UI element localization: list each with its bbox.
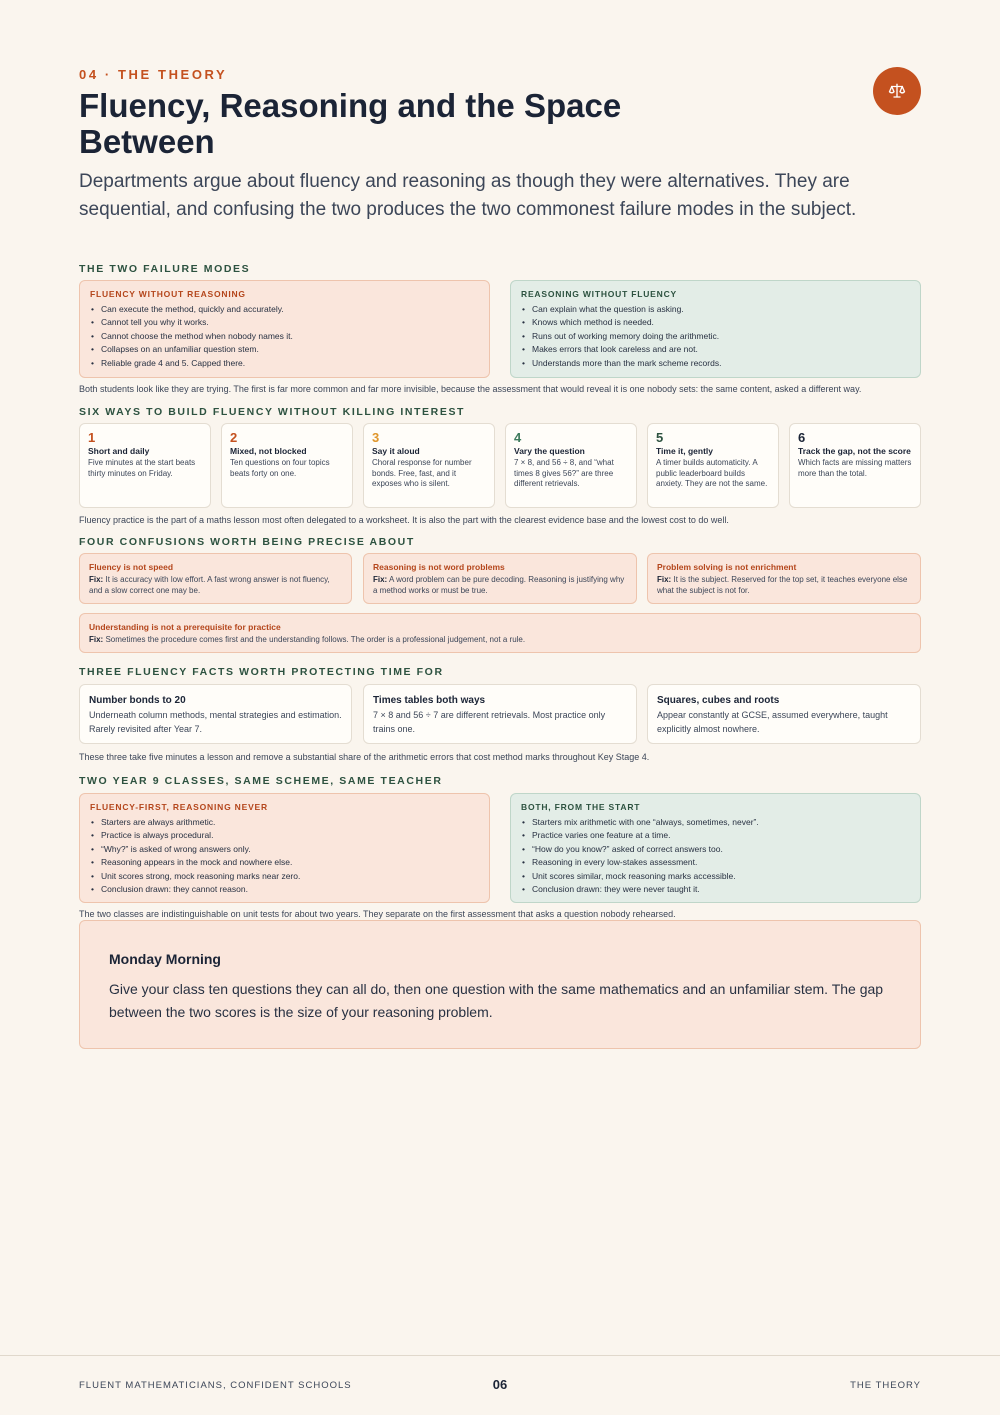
step-title: Short and daily [88, 446, 150, 456]
fact-title: Squares, cubes and roots [657, 695, 780, 706]
callout-title: Monday Morning [109, 951, 221, 967]
fact-card [363, 684, 637, 744]
step-card [505, 423, 637, 508]
list-item: • Conclusion drawn: they cannot reason. [90, 883, 479, 896]
card-title: FLUENCY-FIRST, REASONING NEVER [90, 802, 268, 812]
card-title: FLUENCY WITHOUT REASONING [90, 289, 246, 299]
step-number: 5 [656, 430, 664, 445]
list-item: • Can explain what the question is asking. [521, 303, 910, 316]
page-number: 06 [492, 1377, 508, 1392]
step-text: Five minutes at the start beats thirty minutes on Friday. [88, 458, 196, 478]
step-text: A timer builds automaticity. A public leaderboard builds anxiety. They are not the same. [656, 458, 768, 488]
list-item: • Collapses on an unfamiliar question stem. [90, 343, 479, 356]
step-text: Which facts are missing matters more than the total. [798, 458, 912, 478]
confusion-card [363, 553, 637, 604]
list-item: • Conclusion drawn: they were never taught it. [521, 883, 910, 896]
card-title: REASONING WITHOUT FLUENCY [521, 289, 677, 299]
list-item: • Makes errors that look careless and are not. [521, 343, 910, 356]
step-card [647, 423, 779, 508]
step-card [363, 423, 495, 508]
list-item: • Reasoning in every low-stakes assessment. [521, 856, 910, 869]
section-eyebrow: 04 · THE THEORY [79, 67, 228, 82]
step-number: 6 [798, 430, 806, 445]
fact-text: Appear constantly at GCSE, assumed everywhere, taught explicitly almost nowhere. [657, 710, 888, 734]
step-number: 2 [230, 430, 238, 445]
list-item: • “Why?” is asked of wrong answers only. [90, 843, 479, 856]
both-from-start-card [510, 793, 921, 903]
confusion-card [79, 613, 921, 653]
confusion-title: Understanding is not a prerequisite for practice [89, 622, 281, 632]
fact-card [647, 684, 921, 744]
step-title: Vary the question [514, 446, 585, 456]
list-item: • Understands more than the mark scheme records. [521, 357, 910, 370]
scales-icon [873, 67, 921, 115]
confusion-text: It is the subject. Reserved for the top set, it teaches everyone else what the subject is not for. [657, 575, 908, 595]
step-title: Say it aloud [372, 446, 420, 456]
list-item: • Reliable grade 4 and 5. Capped there. [90, 357, 479, 370]
monday-morning-callout [79, 920, 921, 1049]
card-title: BOTH, FROM THE START [521, 802, 641, 812]
confusion-title: Fluency is not speed [89, 562, 174, 572]
fact-text: Underneath column methods, mental strategies and estimation. Rarely revisited after Year 7. [89, 710, 342, 734]
confusion-title: Reasoning is not word problems [373, 562, 505, 572]
list-item: • Runs out of working memory doing the arithmetic. [521, 330, 910, 343]
facts-caption: These three take five minutes a lesson and remove a substantial share of the arithmetic errors that cost method marks throughout Key Stage 4. [79, 752, 650, 762]
list-item: • Unit scores strong, mock reasoning marks near zero. [90, 870, 479, 883]
fact-card [79, 684, 352, 744]
classes-caption: The two classes are indistinguishable on unit tests for about two years. They separate on the first assessment that asks a question nobody rehearsed. [79, 909, 676, 919]
list-item: • “How do you know?” asked of correct answers too. [521, 843, 910, 856]
confusion-text: It is accuracy with low effort. A fast wrong answer is not fluency, and a slow correct one may be. [89, 575, 330, 595]
step-card [79, 423, 211, 508]
list-item: • Cannot tell you why it works. [90, 316, 479, 329]
list-item: • Practice is always procedural. [90, 829, 479, 842]
step-text: Ten questions on four topics beats forty on one. [230, 458, 330, 478]
failure-modes-heading: THE TWO FAILURE MODES [79, 263, 251, 275]
list-item: • Cannot choose the method when nobody names it. [90, 330, 479, 343]
footer-section-name: THE THEORY [850, 1380, 921, 1391]
six-ways-heading: SIX WAYS TO BUILD FLUENCY WITHOUT KILLING INTEREST [79, 406, 466, 418]
confusion-card [79, 553, 352, 604]
confusion-card [647, 553, 921, 604]
step-card [789, 423, 921, 508]
fix-label: Fix: [373, 575, 388, 584]
failure-modes-caption: Both students look like they are trying. The first is far more common and far more invisible, because the assessment that would reveal it is one nobody sets: the same content, asked a different way. [79, 384, 862, 394]
list-item: • Starters mix arithmetic with one “always, sometimes, never”. [521, 816, 910, 829]
fact-title: Times tables both ways [373, 695, 486, 706]
fix-label: Fix: [657, 575, 672, 584]
fluency-first-card [79, 793, 490, 903]
fluency-without-reasoning-card [79, 280, 490, 378]
reasoning-without-fluency-card [510, 280, 921, 378]
fix-label: Fix: [89, 635, 104, 644]
fact-title: Number bonds to 20 [89, 695, 186, 706]
fix-label: Fix: [89, 575, 104, 584]
step-number: 4 [514, 430, 522, 445]
step-text: 7 × 8, and 56 ÷ 8, and “what times 8 gives 56?” are three different retrievals. [514, 458, 614, 488]
list-item: • Can execute the method, quickly and accurately. [90, 303, 479, 316]
step-title: Track the gap, not the score [798, 446, 911, 456]
page-title: Fluency, Reasoning and the Space Between [79, 87, 622, 160]
page-footer [0, 1355, 1000, 1415]
confusions-heading: FOUR CONFUSIONS WORTH BEING PRECISE ABOUT [79, 536, 415, 548]
fact-text: 7 × 8 and 56 ÷ 7 are different retrievals. Most practice only trains one. [373, 710, 606, 734]
list-item: • Reasoning appears in the mock and nowhere else. [90, 856, 479, 869]
list-item: • Unit scores similar, mock reasoning marks accessible. [521, 870, 910, 883]
step-card [221, 423, 353, 508]
step-number: 3 [372, 430, 380, 445]
callout-text: Give your class ten questions they can all do, then one question with the same mathematics and an unfamiliar stem. The gap between the two scores is the size of your reasoning problem. [109, 981, 884, 1020]
footer-publication-title: FLUENT MATHEMATICIANS, CONFIDENT SCHOOLS [79, 1380, 352, 1391]
step-number: 1 [88, 430, 96, 445]
list-item: • Knows which method is needed. [521, 316, 910, 329]
step-title: Time it, gently [656, 446, 713, 456]
classes-heading: TWO YEAR 9 CLASSES, SAME SCHEME, SAME TEACHER [79, 775, 443, 787]
step-text: Choral response for number bonds. Free, fast, and it exposes who is silent. [372, 458, 472, 488]
confusion-text: Sometimes the procedure comes first and the understanding follows. The order is a professional judgement, not a rule. [105, 635, 526, 644]
list-item: • Practice varies one feature at a time. [521, 829, 910, 842]
confusion-text: A word problem can be pure decoding. Reasoning is justifying why a method works or must be true. [373, 575, 625, 595]
list-item: • Starters are always arithmetic. [90, 816, 479, 829]
lede-paragraph: Departments argue about fluency and reasoning as though they were alternatives. They are sequential, and confusing the two produces the two commonest failure modes in the subject. [79, 171, 857, 220]
step-title: Mixed, not blocked [230, 446, 307, 456]
six-ways-caption: Fluency practice is the part of a maths lesson most often delegated to a worksheet. It is also the part with the clearest evidence base and the lowest cost to do well. [79, 515, 729, 525]
facts-heading: THREE FLUENCY FACTS WORTH PROTECTING TIME FOR [79, 666, 444, 678]
confusion-title: Problem solving is not enrichment [657, 562, 797, 572]
